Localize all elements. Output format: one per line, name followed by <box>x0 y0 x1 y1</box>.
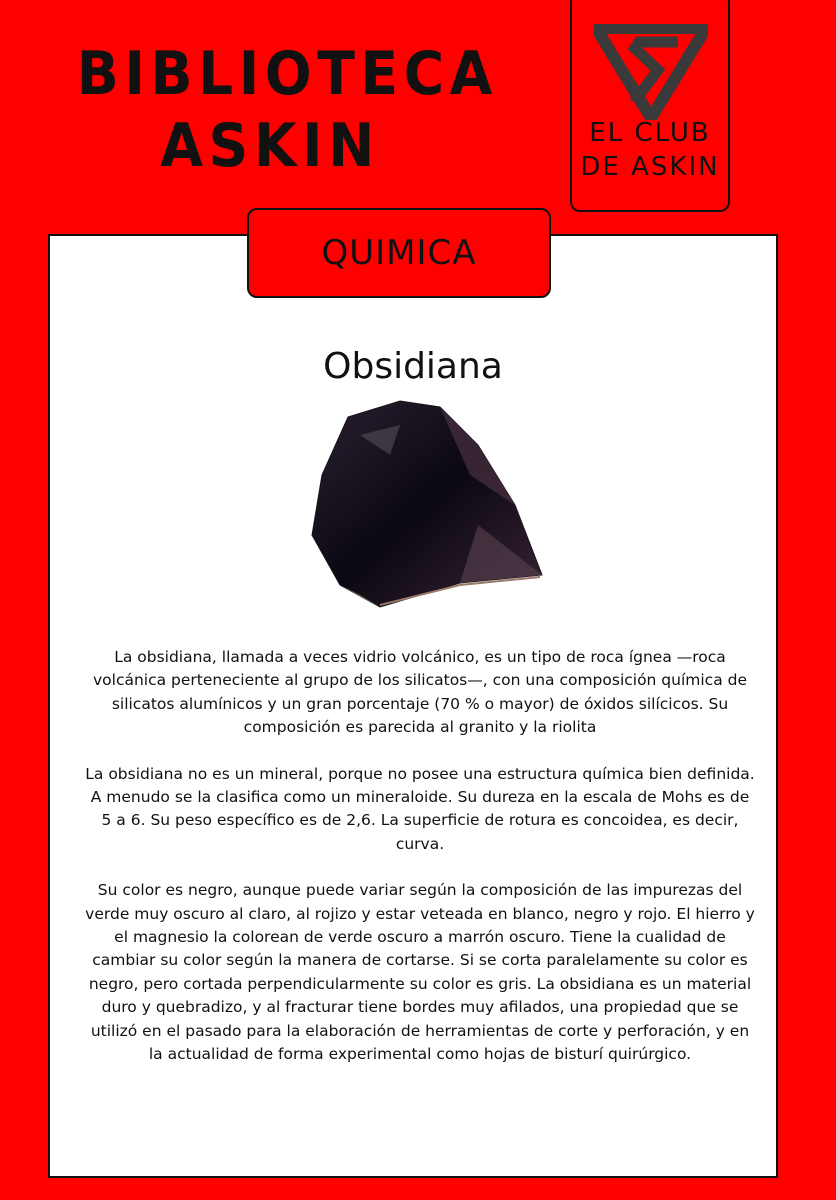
club-name <box>572 116 728 184</box>
club-badge <box>570 0 730 212</box>
article-body <box>84 646 756 1090</box>
club-name-line-2: DE ASKIN <box>580 152 720 182</box>
askin-logo-icon <box>594 24 708 120</box>
article-paragraph: Su color es negro, aunque puede variar según la composición de las impurezas del verde muy oscuro al claro, al rojizo y estar veteada en blanco, negro y rojo. El hierro y el magnesio la colorean de verde oscuro a marrón oscuro. Tiene la cualidad de cambiar su color según la manera de cortarse. Si se corta paralelamente su color es negro, pero cortada perpendicularmente su color es gris. La obsidiana es un material duro y quebradizo, y al fracturar tiene bordes muy afilados, una propiedad que se utilizó en el pasado para la elaboración de herramientas de corte y perforación, y en la actualidad de forma experimental como hojas de bisturí quirúrgico. <box>85 881 755 1064</box>
category-tab <box>247 208 551 298</box>
library-title-line-2: ASKIN <box>160 111 380 181</box>
library-title <box>76 38 498 182</box>
article-title: Obsidiana <box>323 346 503 388</box>
obsidian-rock-image <box>300 395 545 615</box>
article-paragraph: La obsidiana, llamada a veces vidrio volcánico, es un tipo de roca ígnea —roca volcánica perteneciente al grupo de los silicatos—, con una composición química de silicatos alumínicos y un gran porcentaje (70 % o mayor) de óxidos silícicos. Su composición es parecida al granito y la riolita <box>92 648 748 737</box>
library-title-line-1: BIBLIOTECA <box>76 39 498 109</box>
category-label: QUIMICA <box>321 233 477 273</box>
article-paragraph: La obsidiana no es un mineral, porque no posee una estructura química bien definida. A menudo se la clasifica como un mineraloide. Su dureza en la escala de Mohs es de 5 a 6. Su peso específico es de 2,6. La superficie de rotura es concoidea, es decir, curva. <box>85 764 755 853</box>
club-name-line-1: EL CLUB <box>589 118 711 148</box>
